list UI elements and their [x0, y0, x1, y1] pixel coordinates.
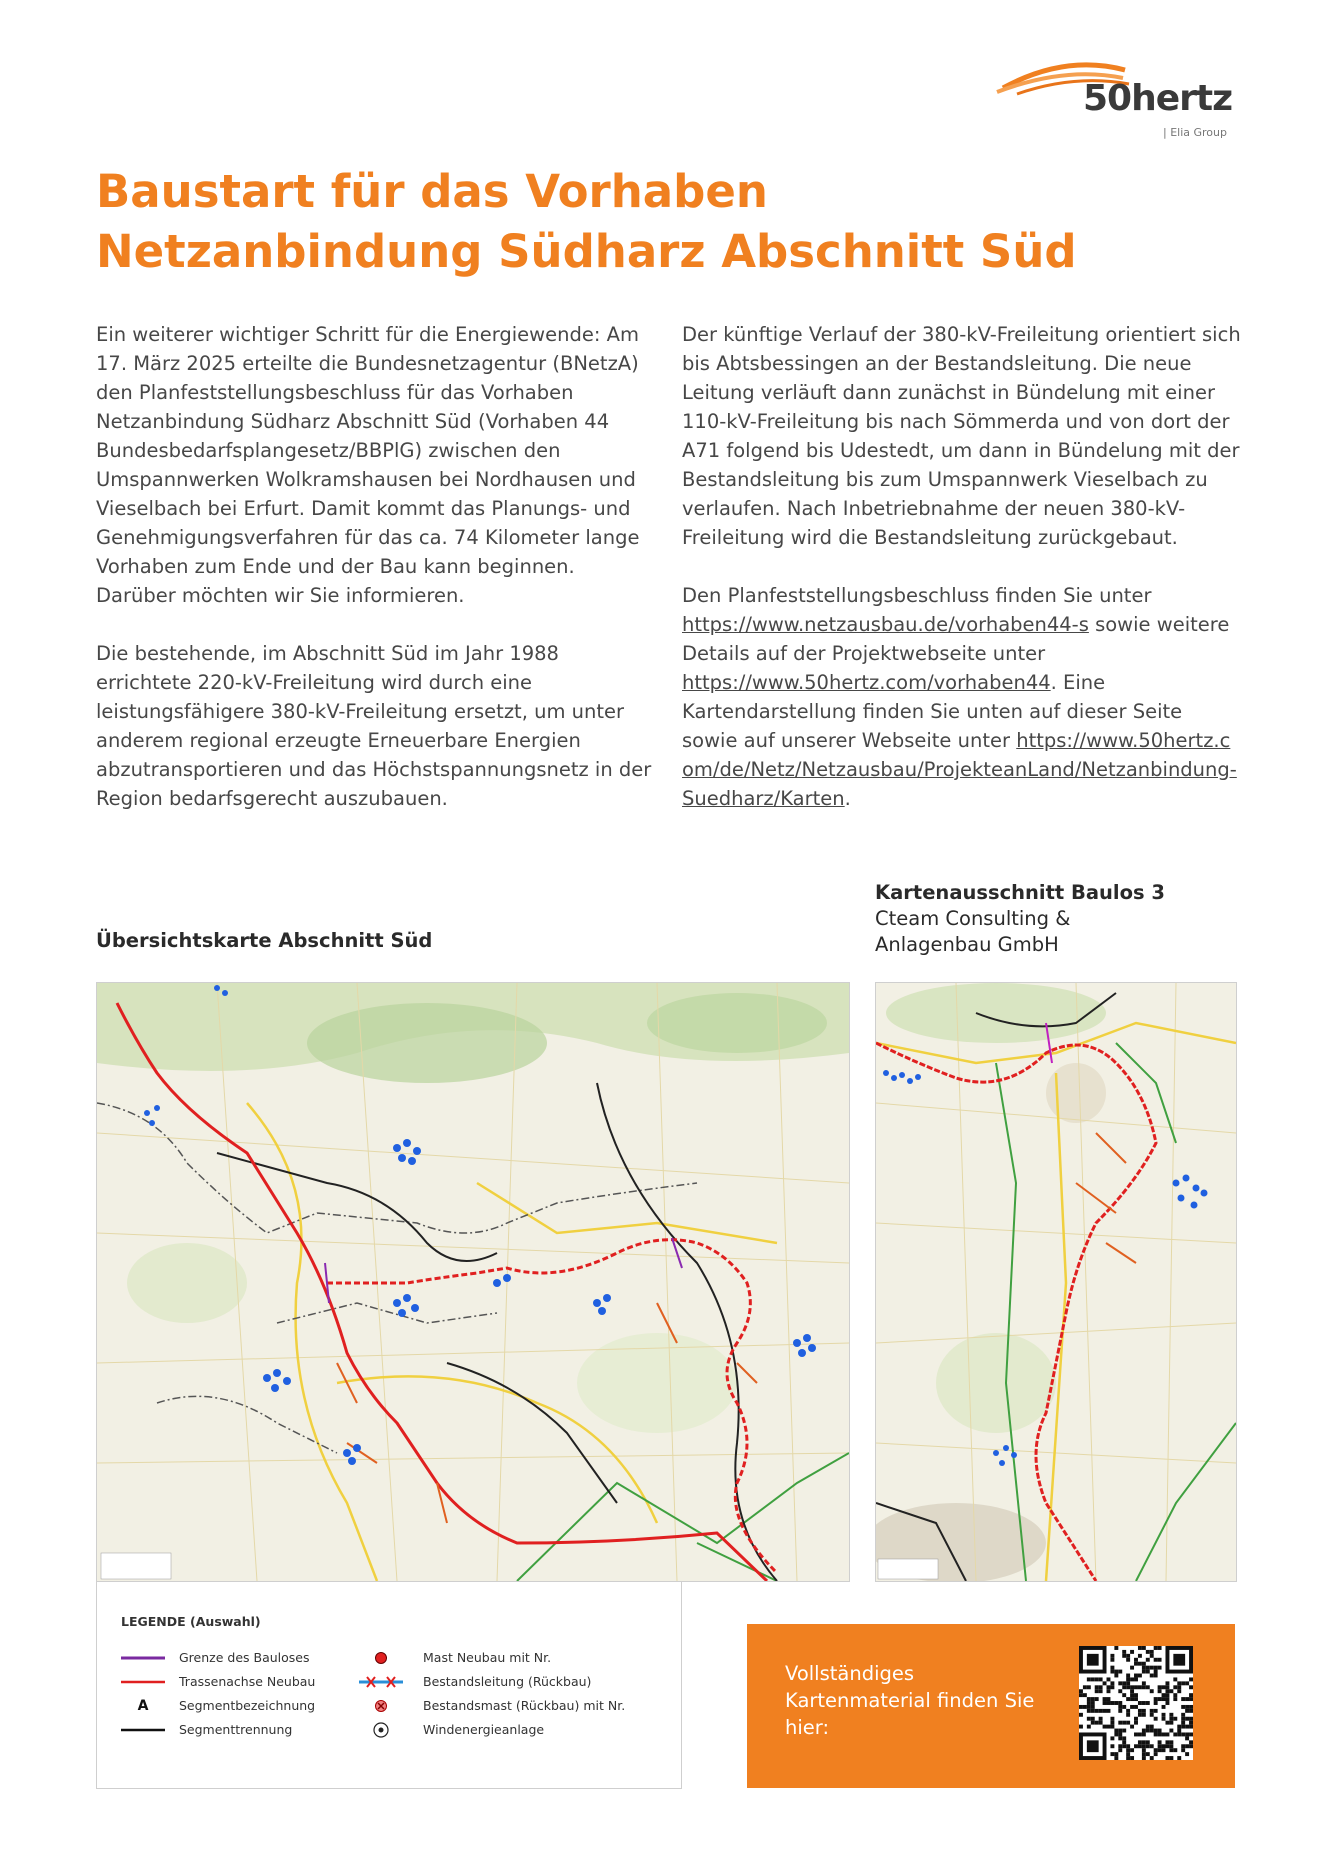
brand-logo [995, 48, 1235, 138]
text-column-right [682, 320, 1242, 842]
brand-subline: | Elia Group [1163, 126, 1227, 139]
legend-item: Bestandsleitung (Rückbau) [423, 1674, 592, 1689]
text-segment: . [844, 787, 851, 810]
text-column-left [96, 320, 656, 842]
paragraph: Ein weiterer wichtiger Schritt für die Energiewende: Am 17. März 2025 erteilte die Bundesnetzagentur (BNetzA) den Planfeststellungsbeschluss für das Vorhaben Netzanbindung Südharz Abschnitt Süd (Vorhaben 44 Bundesbedarfsplangesetz/BBPlG) zwischen den Umspannwerken Wolkramshausen bei Nordhausen und Vieselbach bei Erfurt. Damit kommt das Planungs- und Genehmigungsverfahren für das ca. 74 Kilometer lange Vorhaben zum Ende und der Bau kann beginnen. Darüber möchten wir Sie informieren. [96, 323, 640, 607]
brand-name: 50hertz [1083, 78, 1233, 119]
overview-map-caption: Übersichtskarte Abschnitt Süd [96, 929, 433, 952]
legend-item: Segmenttrennung [179, 1722, 293, 1737]
new-pylon-icon [359, 1650, 403, 1666]
text-segment: Den Planfeststellungsbeschluss finden Sie unter [682, 584, 1152, 607]
paragraph-links [682, 581, 1242, 813]
title-line-2: Netzanbindung Südharz Abschnitt Süd [96, 225, 1077, 278]
wind-turbine-icon [359, 1722, 403, 1738]
legend-item: Mast Neubau mit Nr. [423, 1650, 552, 1665]
cta-text: Vollständiges Kartenmaterial finden Sie hier: [785, 1662, 1035, 1739]
detail-map-image [876, 983, 1236, 1581]
map-legend [96, 1582, 682, 1789]
existing-pylon-icon [359, 1698, 403, 1714]
detail-map-caption-title: Kartenausschnitt Baulos 3 [875, 881, 1165, 904]
legend-item: Trassenachse Neubau [179, 1674, 316, 1689]
segment-divider-icon [121, 1722, 165, 1738]
text-segment: . Eine Kartendarstellung finden Sie unten auf dieser Seite sowie auf unserer Webseite unter [682, 671, 1183, 752]
paragraph: Der künftige Verlauf der 380-kV-Freileitung orientiert sich bis Abtsbessingen an der Bestandsleitung. Die neue Leitung verläuft dann zunächst in Bündelung mit einer 110-kV-Freileitung bis nach Sömmerda und von dort der A71 folgend bis Udestedt, um dann in Bündelung mit der Bestandsleitung bis zum Umspannwerk Vieselbach zu verlaufen. Nach Inbetriebnahme der neuen 380-kV-Freileitung wird die Bestandsleitung zurückgebaut. [682, 323, 1241, 549]
text-segment: sowie weitere Details auf der Projektwebseite unter [682, 613, 1230, 665]
detail-map-caption-line: Cteam Consulting & [875, 907, 1071, 930]
overview-map [96, 982, 850, 1582]
boundary-line-icon [121, 1650, 165, 1666]
legend-item: Windenergieanlage [423, 1722, 545, 1737]
legend-title: LEGENDE (Auswahl) [121, 1614, 261, 1629]
detail-map [875, 982, 1237, 1582]
title-line-1: Baustart für das Vorhaben [96, 165, 768, 218]
link-project-website[interactable]: https://www.50hertz.com/vorhaben44 [682, 671, 1051, 694]
qr-code-icon[interactable] [1079, 1646, 1193, 1760]
detail-map-caption [875, 880, 1165, 958]
legend-item: Grenze des Bauloses [179, 1650, 310, 1665]
paragraph: Die bestehende, im Abschnitt Süd im Jahr 1988 errichtete 220-kV-Freileitung wird durch eine leistungsfähigere 380-kV-Freileitung ersetzt, um unter anderem regional erzeugte Erneuerbare Energien abzutransportieren und das Höchstspannungsnetz in der Region bedarfsgerecht auszubauen. [96, 642, 652, 810]
legend-item: Segmentbezeichnung [179, 1698, 316, 1713]
existing-line-icon [359, 1674, 403, 1690]
page-title [96, 162, 1146, 282]
link-map-page[interactable]: https://www.50hertz.com/de/Netz/Netzausbau/ProjekteanLand/Netzanbindung-Suedharz/Karten [682, 729, 1237, 810]
detail-map-caption-line: Anlagenbau GmbH [875, 933, 1059, 956]
route-line-icon [121, 1674, 165, 1690]
link-netzausbau[interactable]: https://www.netzausbau.de/vorhaben44-s [682, 613, 1089, 636]
map-download-cta[interactable] [747, 1624, 1235, 1788]
legend-item: Bestandsmast (Rückbau) mit Nr. [423, 1698, 626, 1713]
segment-letter-icon: A [137, 1698, 149, 1714]
overview-map-image [97, 983, 849, 1581]
